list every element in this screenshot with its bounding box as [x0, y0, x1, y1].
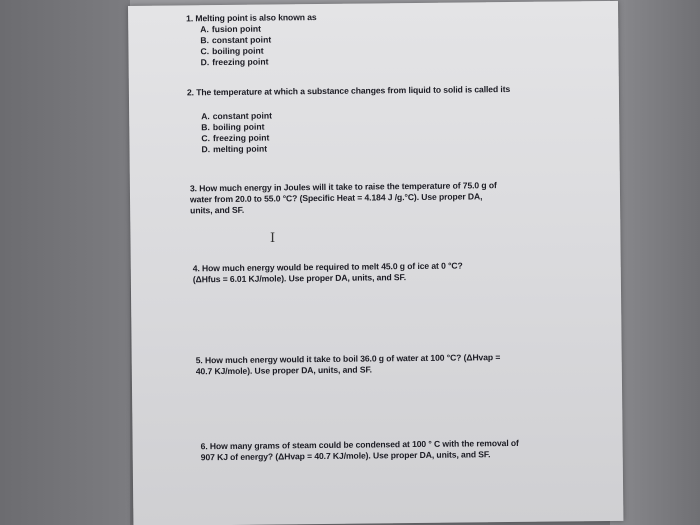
option-letter: A. [201, 111, 210, 122]
question-2-options [187, 108, 511, 155]
question-1-text [186, 12, 317, 24]
question-2 [187, 84, 511, 155]
option-letter: D. [201, 144, 211, 155]
question-6 [201, 438, 519, 463]
question-3 [190, 180, 497, 216]
option-text: melting point [213, 143, 268, 155]
option-text: constant point [212, 110, 273, 122]
option-text: freezing point [212, 132, 270, 144]
question-1 [186, 12, 317, 68]
question-1-option-d [201, 56, 318, 68]
option-letter: A. [200, 24, 209, 35]
option-text: boiling point [212, 121, 265, 133]
question-2-number: 2. [186, 87, 194, 98]
question-2-prompt: The temperature at which a substance changes from liquid to solid is called its [196, 84, 511, 98]
question-6-prompt-line-1: How many grams of steam could be condensed at 100 ° C with the removal of [209, 437, 519, 452]
question-5 [196, 352, 501, 377]
question-3-prompt-line-1: How much energy in Joules will it take to raise the temperature of 75.0 g of [199, 180, 497, 194]
option-text: freezing point [212, 56, 269, 68]
question-3-number: 3. [189, 183, 197, 194]
question-4-line-2: (ΔHfus = 6.01 KJ/mole). Use proper DA, units, and SF. [192, 272, 407, 285]
question-4-prompt-line-1: How much energy would be required to melt 45.0 g of ice at 0 °C? [201, 260, 463, 274]
option-letter: B. [201, 122, 210, 133]
question-5-number: 5. [195, 355, 203, 366]
question-2-option-d [201, 141, 510, 155]
option-letter: B. [200, 35, 210, 46]
option-letter: C. [201, 133, 211, 144]
question-5-prompt-line-1: How much energy would it take to boil 36.0 g of water at 100 °C? (ΔHvap = [204, 352, 501, 366]
question-2-text [187, 84, 510, 98]
option-text: constant point [211, 34, 272, 46]
worksheet-page [128, 1, 623, 525]
question-1-prompt: Melting point is also known as [195, 12, 317, 24]
question-4-number: 4. [192, 263, 200, 274]
option-text: fusion point [211, 23, 262, 35]
question-6-line-2: 907 KJ of energy? (ΔHvap = 40.7 KJ/mole). Use proper DA, units, and SF. [200, 449, 491, 463]
question-5-line-2: 40.7 KJ/mole). Use proper DA, units, and SF. [195, 364, 372, 377]
option-text: boiling point [212, 45, 264, 57]
background-left [0, 0, 130, 525]
question-6-number: 6. [200, 441, 208, 452]
text-cursor-icon: I [270, 231, 276, 246]
question-3-line-3: units, and SF. [190, 204, 245, 216]
question-3-line-2: water from 20.0 to 55.0 °C? (Specific Heat = 4.184 J /g.°C). Use proper DA, [189, 191, 483, 205]
question-1-number: 1. [186, 13, 194, 24]
question-1-options [186, 23, 317, 68]
background-right [610, 0, 700, 525]
option-letter: D. [200, 57, 210, 68]
option-letter: C. [200, 46, 210, 57]
question-4 [193, 261, 463, 286]
